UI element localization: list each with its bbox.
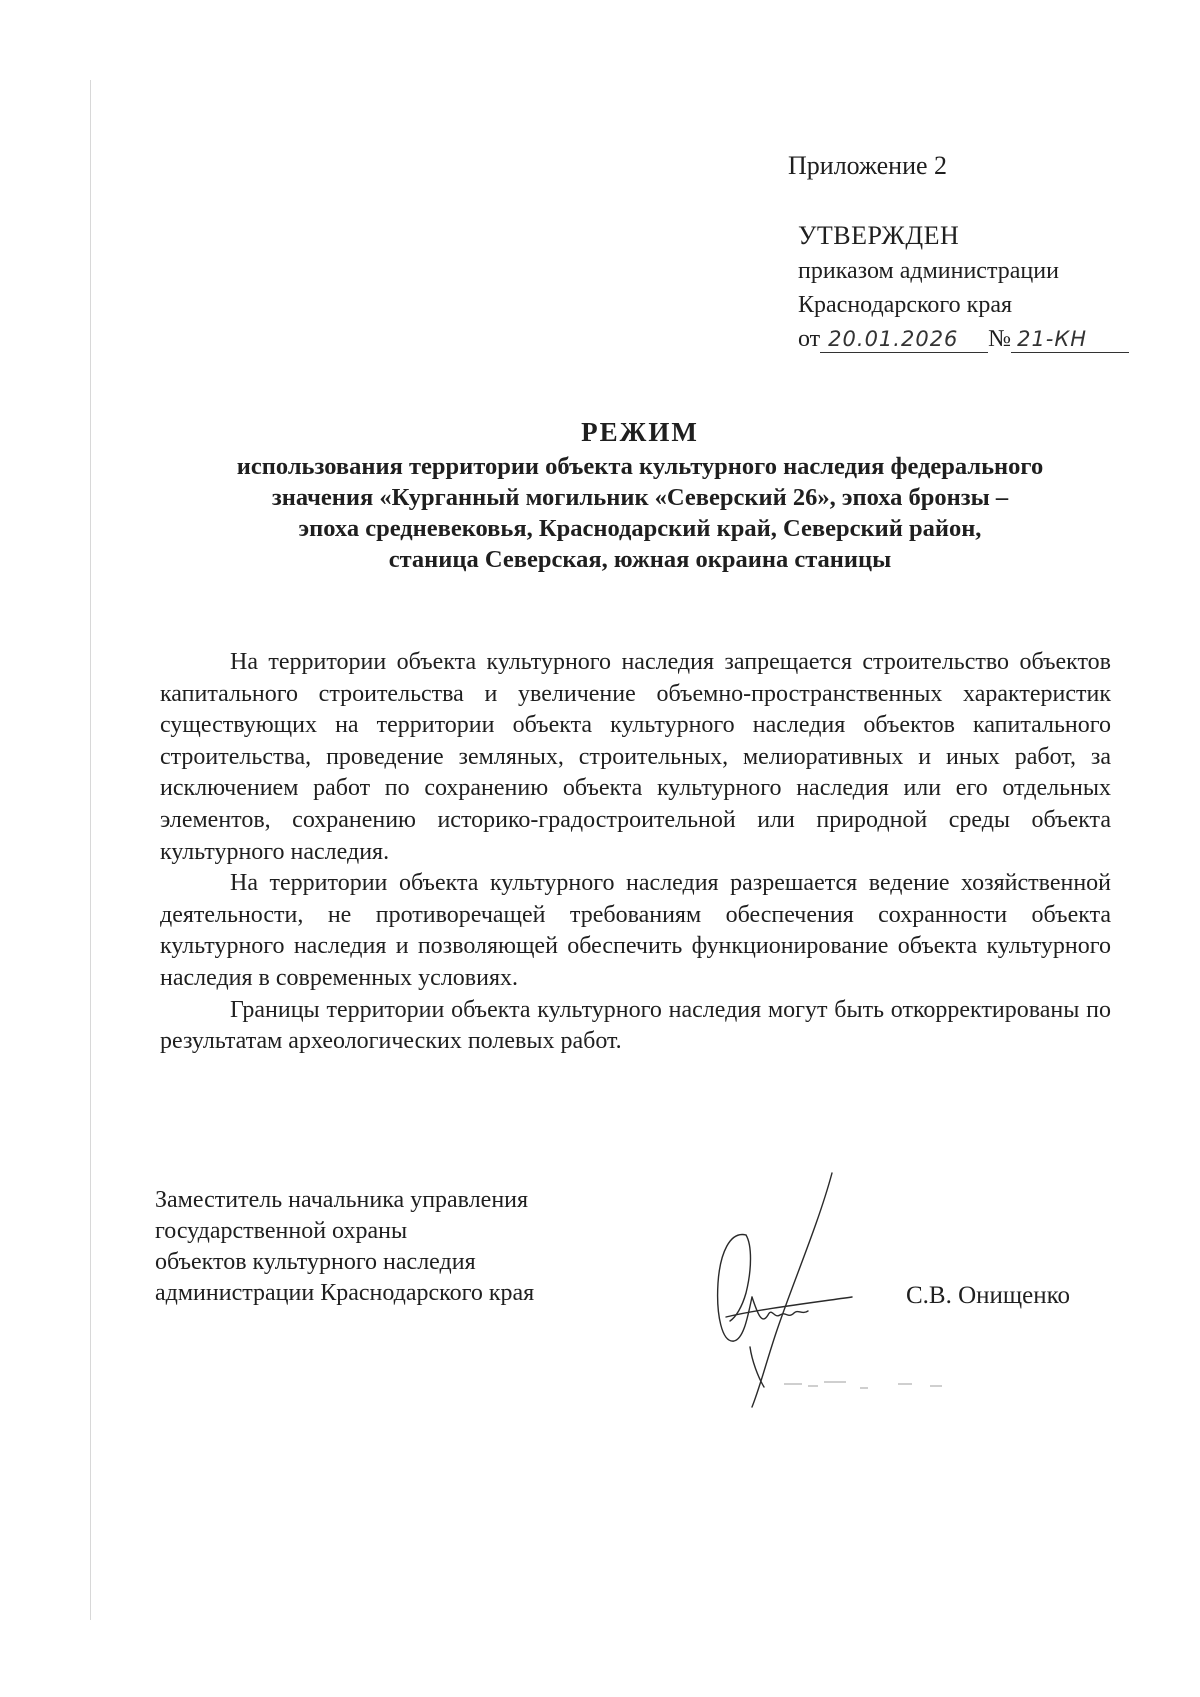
appendix-label: Приложение 2 [788,151,948,180]
signer-name: С.В. Онищенко [906,1282,1071,1309]
subtitle-line: значения «Курганный могильник «Северский 26», эпоха бронзы – [271,484,1009,511]
position-line: объектов культурного наследия [155,1249,476,1275]
subtitle-line: станица Северская, южная окраина станицы [388,546,892,573]
position-line: Заместитель начальника управления [155,1187,529,1213]
position-line: государственной охраны [155,1218,408,1244]
body-paragraph: Границы территории объекта культурного наследия могут быть откорректированы по результатам археологических полевых работ. [160,996,1111,1055]
handwritten-number: 21-КН [1011,326,1129,353]
body-paragraph: На территории объекта культурного наследия запрещается строительство объектов капитального строительства и увеличение объемно-пространственных характеристик существующих на территории объекта культурного наследия объектов капитального строительства, проведение земляных, строительных, мелиоративных и иных работ, за исключением работ по сохранению объекта культурного наследия или его отдельных элементов, сохранению историко-градостроительной или природной среды объекта культурного наследия. [160,649,1111,865]
order-line-1: приказом администрации [798,258,1059,284]
body-paragraph: На территории объекта культурного наследия разрешается ведение хозяйственной деятельности, не противоречащей требованиям обеспечения сохранности объекта культурного наследия и позволяющей обеспечить функционирование объекта культурного наследия в современных условиях. [160,870,1111,991]
order-line-2: Краснодарского края [798,292,1013,318]
handwritten-signature-icon [700,1165,880,1410]
faint-stamp-trace [780,1375,950,1415]
order-date-number-line [798,324,1129,354]
date-prefix: от [798,326,821,352]
document-body [160,647,1111,1058]
position-line: администрации Краснодарского края [155,1280,535,1306]
document-title: РЕЖИМ [581,417,699,447]
subtitle-line: использования территории объекта культурного наследия федерального [236,453,1044,480]
subtitle-line: эпоха средневековья, Краснодарский край, Северский район, [298,515,982,542]
document-subtitle [160,451,1120,575]
document-title-block [160,415,1120,575]
approved-label: УТВЕРЖДЕН [798,221,960,250]
scan-edge-line [90,80,91,1620]
signatory-position [155,1185,534,1309]
number-prefix: № [988,326,1012,352]
handwritten-date: 20.01.2026 [820,326,988,353]
